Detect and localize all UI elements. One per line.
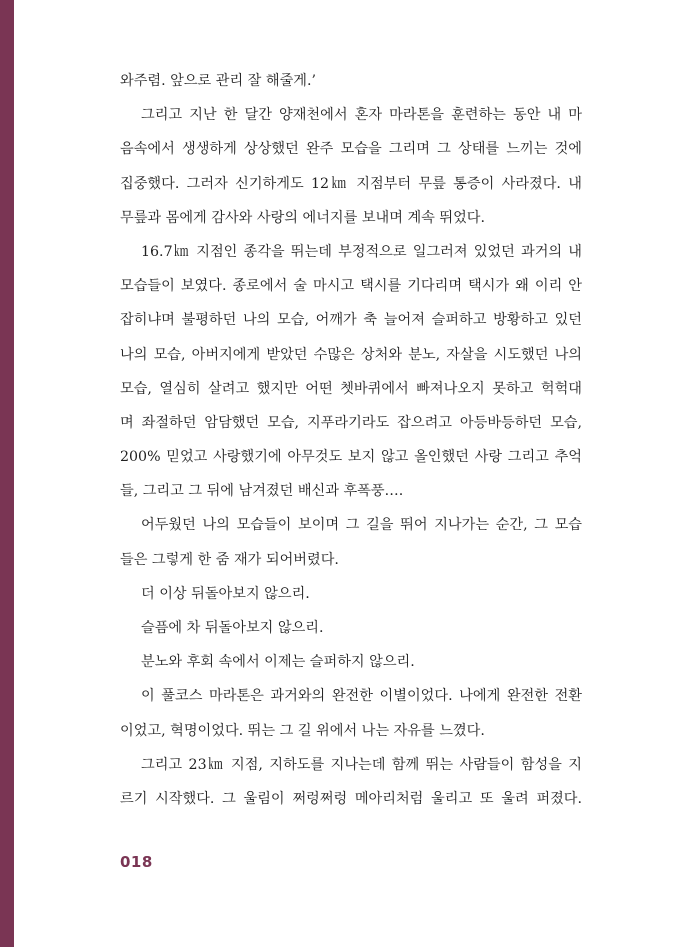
text-line: 나의 모습, 아버지에게 받았던 수많은 상처와 분노, 자살을 시도했던 나의 bbox=[120, 346, 582, 363]
text-line: 슬픔에 차 뒤돌아보지 않으리. bbox=[141, 620, 324, 636]
book-spine-edge bbox=[0, 0, 14, 947]
text-line: 무릎과 몸에게 감사와 사랑의 에너지를 보내며 계속 뛰었다. bbox=[120, 209, 486, 226]
text-line: 들, 그리고 그 뒤에 남겨졌던 배신과 후폭풍…. bbox=[120, 483, 404, 500]
text-line: 이었고, 혁명이었다. 뛰는 그 길 위에서 나는 자유를 느꼈다. bbox=[120, 722, 485, 739]
text-line: 며 좌절하던 암담했던 모습, 지푸라기라도 잡으려고 아등바등하던 모습, bbox=[120, 414, 582, 431]
text-line: 어두웠던 나의 모습들이 보이며 그 길을 뛰어 지나가는 순간, 그 모습 bbox=[141, 517, 582, 534]
text-line: 르기 시작했다. 그 울림이 쩌렁쩌렁 메아리처럼 울리고 또 울려 퍼졌다. bbox=[120, 790, 582, 807]
text-line: 이 풀코스 마라톤은 과거와의 완전한 이별이었다. 나에게 완전한 전환 bbox=[141, 688, 582, 705]
text-line: 잡히냐며 불평하던 나의 모습, 어깨가 축 늘어져 슬퍼하고 방황하고 있던 bbox=[120, 312, 582, 329]
page-number: 018 bbox=[120, 853, 153, 871]
text-line: 더 이상 뒤돌아보지 않으리. bbox=[141, 585, 310, 602]
text-line: 그리고 지난 한 달간 양재천에서 혼자 마라톤을 훈련하는 동안 내 마 bbox=[141, 107, 582, 124]
text-line: 200% 믿었고 사랑했기에 아무것도 보지 않고 올인했던 사랑 그리고 추억 bbox=[120, 449, 582, 466]
text-line: 16.7㎞ 지점인 종각을 뛰는데 부정적으로 일그러져 있었던 과거의 내 bbox=[141, 243, 582, 260]
text-line: 들은 그렇게 한 줌 재가 되어버렸다. bbox=[120, 551, 339, 568]
text-line: 음속에서 생생하게 상상했던 완주 모습을 그리며 그 상태를 느끼는 것에 bbox=[120, 141, 582, 158]
text-line: 집중했다. 그러자 신기하게도 12㎞ 지점부터 무릎 통증이 사라졌다. 내 bbox=[120, 175, 582, 192]
text-line: 그리고 23㎞ 지점, 지하도를 지나는데 함께 뛰는 사람들이 함성을 지 bbox=[141, 756, 582, 773]
text-line: 분노와 후회 속에서 이제는 슬퍼하지 않으리. bbox=[141, 654, 415, 671]
text-line: 와주렴. 앞으로 관리 잘 해줄게.’ bbox=[120, 73, 317, 89]
text-line: 모습, 열심히 살려고 했지만 어떤 쳇바퀴에서 빠져나오지 못하고 헉헉대 bbox=[120, 380, 582, 397]
text-line: 모습들이 보였다. 종로에서 술 마시고 택시를 기다리며 택시가 왜 이리 안 bbox=[120, 278, 582, 295]
body-text bbox=[120, 64, 582, 816]
